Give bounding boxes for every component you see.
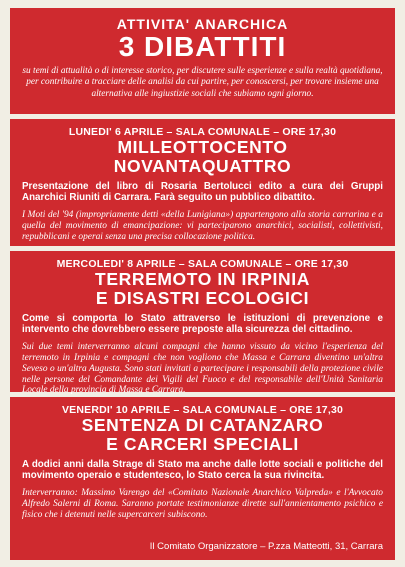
event-title-line-1: SENTENZA DI CATANZARO — [81, 415, 324, 435]
footer-bar — [10, 534, 395, 560]
event-title-line-2: NOVANTAQUATTRO — [113, 156, 292, 176]
header-intro: su temi di attualità o di interesse storico, per discutere sulle esperienze e sulla realtà quotidiana, per contribuire a tracciare delle analisi da cui partire, per conoscersi, per trovare insieme una alternativa alle ingiustizie sociali che subiamo ogni giorno. — [22, 66, 383, 99]
event-title-line-2: E DISASTRI ECOLOGICI — [95, 288, 310, 308]
organizer-credit: Il Comitato Organizzatore – P.zza Matteotti, 31, Carrara — [149, 541, 383, 552]
event-title-line-2: E CARCERI SPECIALI — [106, 434, 299, 454]
header-panel — [10, 8, 395, 114]
event-panel-3 — [10, 397, 395, 534]
event-description: A dodici anni dalla Strage di Stato ma anche dalle lotte sociali e politiche del movimento operaio e studentesco, lo Stato cerca la sua rivincita. — [22, 459, 383, 482]
event-title-line-1: MILLEOTTOCENTO — [117, 137, 288, 157]
header-title: 3 DIBATTITI — [118, 31, 287, 62]
event-description: Presentazione del libro di Rosaria Bertolucci edito a cura dei Gruppi Anarchici Riuniti di Carrara. Farà seguito un pubblico dibattito. — [22, 181, 383, 204]
event-note: I Moti del '94 (impropriamente detti «della Lunigiana») appartengono alla storia carrarina e a quella del movimento di emancipazione: vi parteciparono anarchici, socialisti, collettivisti, repubblicani e operai senza una precisa collocazione politica. — [22, 209, 383, 242]
header-kicker: ATTIVITA' ANARCHICA — [116, 16, 289, 32]
event-description: Come si comporta lo Stato attraverso le istituzioni di prevenzione e intervento che dovrebbero essere preposte alla sicurezza del cittadino. — [22, 313, 383, 336]
event-date: LUNEDI' 6 APRILE – SALA COMUNALE – ORE 17,30 — [68, 126, 337, 138]
event-note: Interverranno: Massimo Varengo del «Comitato Nazionale Anarchico Valpreda» e l'Avvocato Alfredo Salerni di Roma. Saranno portate testimonianze dirette sull'annientamento psichico e fisico che i detenuti nelle supercarceri subiscono. — [22, 487, 383, 520]
event-date: MERCOLEDI' 8 APRILE – SALA COMUNALE – ORE 17,30 — [56, 258, 349, 270]
event-panel-2 — [10, 251, 395, 396]
event-note: Sui due temi interverranno alcuni compagni che hanno vissuto da vicino l'esperienza del terremoto in Irpinia e compagni che non vogliono che Massa e Carrara diventino un'altra Seveso o un'altra Augusta. Sono stati invitati a partecipare i responsabili della protezione civile nelle persone del Comandante dei Vigili del Fuoco e del responsabile dell'Unità Sanitaria Locale della provincia di Massa e Carrara. — [22, 341, 383, 396]
event-panel-1 — [10, 119, 395, 246]
event-title-line-1: TERREMOTO IN IRPINIA — [95, 269, 310, 289]
event-date: VENERDI' 10 APRILE – SALA COMUNALE – ORE 17,30 — [61, 404, 344, 416]
